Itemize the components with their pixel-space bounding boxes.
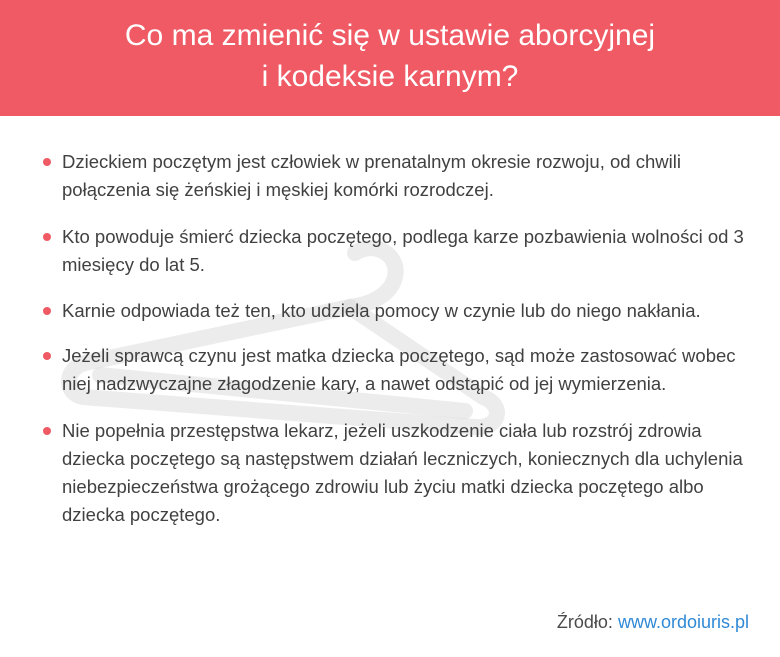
list-item-text: Nie popełnia przestępstwa lekarz, jeżeli uszkodzenie ciała lub rozstrój zdrowia dziecka poczętego są następstwem działań leczniczych, koniecznych dla uchylenia niebezpieczeństwa grożącego zdrowiu lub życiu matki dziecka poczętego albo dziecka poczętego.	[62, 420, 743, 525]
bullet-dot-icon	[43, 233, 51, 241]
page-title-line-2: i kodeksie karnym?	[261, 60, 519, 93]
list-item-text: Dzieckiem poczętym jest człowiek w prenatalnym okresie rozwoju, od chwili połączenia się żeńskiej i męskiej komórki rozrodczej.	[62, 151, 681, 200]
list-item	[40, 417, 760, 529]
list-item	[40, 297, 760, 325]
list-item	[40, 148, 760, 204]
list-item	[40, 223, 760, 279]
source-line	[557, 608, 749, 636]
list-item-text: Karnie odpowiada też ten, kto udziela pomocy w czynie lub do niego nakłania.	[62, 300, 701, 321]
bullet-dot-icon	[43, 158, 51, 166]
list-item-text: Jeżeli sprawcą czynu jest matka dziecka poczętego, sąd może zastosować wobec niej nadzwyczajne złagodzenie kary, a nawet odstąpić od jej wymierzenia.	[62, 345, 736, 394]
provisions-list	[40, 148, 760, 529]
source-link[interactable]: www.ordoiuris.pl	[617, 612, 749, 632]
source-label: Źródło:	[556, 612, 613, 632]
page-title-line-1: Co ma zmienić się w ustawie aborcyjnej	[124, 19, 656, 52]
bullet-dot-icon	[43, 307, 51, 315]
bullet-dot-icon	[43, 427, 51, 435]
list-item-text: Kto powoduje śmierć dziecka poczętego, podlega karze pozbawienia wolności od 3 miesięcy do lat 5.	[62, 226, 744, 275]
page-title	[125, 15, 655, 101]
header-banner	[0, 0, 780, 116]
bullet-dot-icon	[43, 352, 51, 360]
list-item	[40, 342, 760, 398]
